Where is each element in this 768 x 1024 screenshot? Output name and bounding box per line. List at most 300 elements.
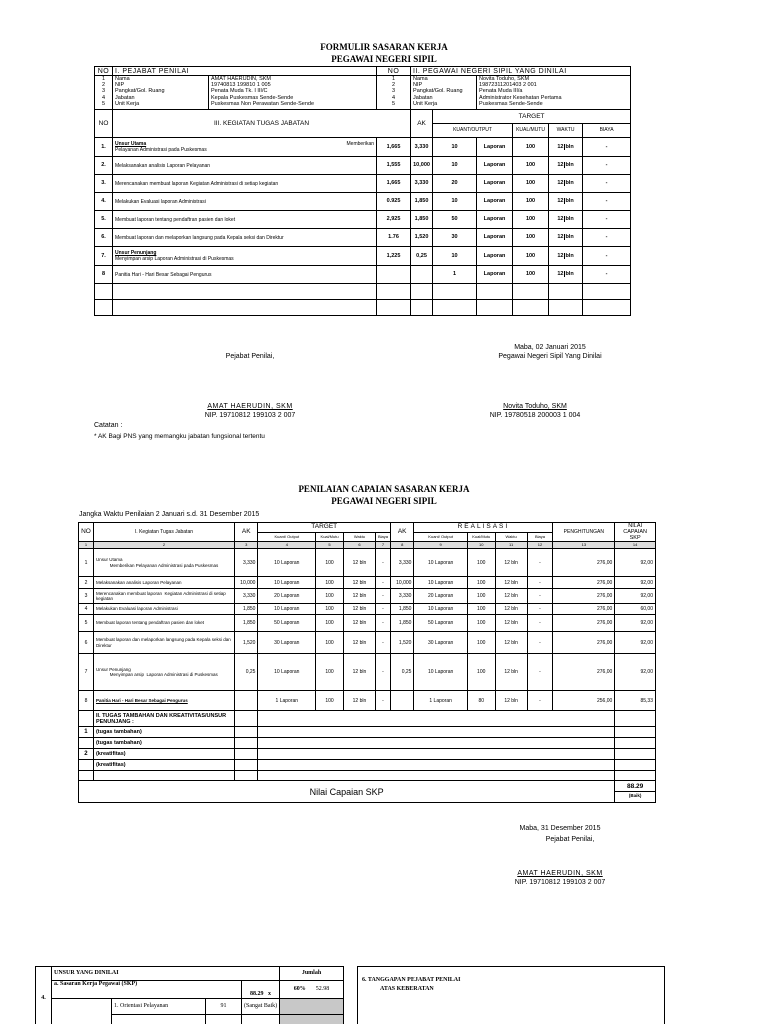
capaian-rb: -: [527, 691, 553, 711]
col-number: 10: [467, 542, 495, 549]
capaian-rk: 10 Laporan: [414, 604, 467, 615]
capaian-rk: 10 Laporan: [414, 654, 467, 691]
tambahan-detail: [258, 760, 615, 771]
orientasi-label: 1. Orientasi Pelayanan: [112, 999, 206, 1015]
tambahan-ak: [234, 760, 258, 771]
kegiatan-ak: 3,330: [411, 175, 433, 193]
kegiatan-ak: [411, 266, 433, 284]
target-biaya: -: [583, 193, 631, 211]
kegiatan-text: [113, 229, 377, 247]
capaian-ak: 0,25: [234, 654, 258, 691]
tambahan-detail: [258, 727, 615, 738]
tambahan-nilai: [615, 760, 656, 771]
tambahan-detail: [258, 738, 615, 749]
kegiatan-ak1: 1,665: [377, 175, 411, 193]
kegiatan-desc: Merencanakan membuat laporan Kegiatan Administrasi di setiap kegiatan: [115, 180, 279, 187]
capaian-no: 8: [79, 691, 94, 711]
h-no2: NO: [377, 67, 411, 76]
form1-note-text: * AK Bagi PNS yang memangku jabatan fungsional tertentu: [94, 433, 265, 440]
target-mutu: 100: [513, 229, 549, 247]
h-kuant-output: KUANT/OUTPUT: [433, 124, 513, 138]
kegiatan-row: [95, 193, 631, 211]
dinilai-no-5: 5: [392, 100, 396, 107]
capaian-no: 6: [79, 632, 94, 654]
tambahan-nilai: [615, 749, 656, 760]
h2-real-kuant: Kuant/ Output: [414, 532, 467, 542]
capaian-rw: 12 bln: [495, 615, 527, 632]
capaian-text: Melaksanakan analisis Laporan Pelayanan: [93, 577, 234, 589]
form2-title: PENILAIAN CAPAIAN SASARAN KERJA: [298, 484, 470, 494]
form2-period: Jangka Waktu Penilaian 2 Januari s.d. 31 Desember 2015: [79, 511, 260, 518]
capaian-tw: 12 bln: [343, 691, 375, 711]
tambahan-no: [79, 738, 94, 749]
form1-sig-right-name: Novita Toduho, SKM: [503, 403, 567, 410]
kegiatan-desc: Membuat laporan tentang pendaftran pasien dan loket: [115, 216, 236, 223]
capaian-text: Unsur Utama Memberikan Pelayanan Administrasi pada Puskesmas: [93, 549, 234, 577]
target-waktu-num: 12: [557, 198, 564, 204]
dinilai-value-3: Penata Muda III/a: [479, 88, 523, 95]
capaian-tw: 12 bln: [343, 632, 375, 654]
capaian-tk: 50 Laporan: [258, 615, 316, 632]
capaian-tm: 100: [316, 632, 344, 654]
capaian-tb: -: [375, 549, 390, 577]
tambahan-detail: [258, 749, 615, 760]
capaian-rk: 10 Laporan: [414, 549, 467, 577]
target-waktu-num: 12: [557, 234, 564, 240]
target-kuant: 50: [433, 211, 477, 229]
target-biaya: -: [583, 247, 631, 266]
capaian-tm: 100: [316, 691, 344, 711]
capaian-hit: 276,00: [553, 654, 615, 691]
target-waktu: [549, 266, 583, 284]
capaian-tw: 12 bln: [343, 615, 375, 632]
target-waktu-num: 12: [557, 271, 564, 277]
capaian-tm: 100: [316, 589, 344, 604]
kegiatan-title: Unsur Penunjang: [115, 250, 157, 256]
kegiatan-row: [95, 266, 631, 284]
kegiatan-text: [113, 138, 377, 157]
capaian-rak: 0,25: [390, 654, 414, 691]
kegiatan-ak: 1,850: [411, 211, 433, 229]
dinilai-value-4: Administrator Kesehatan Pertama: [479, 94, 562, 101]
capaian-ak: 3,330: [234, 589, 258, 604]
h2-target: TARGET: [258, 523, 390, 533]
capaian-rk: 50 Laporan: [414, 615, 467, 632]
capaian-tb: -: [375, 577, 390, 589]
tambahan-ak: [234, 749, 258, 760]
h2-target-waktu: Waktu: [343, 532, 375, 542]
capaian-hit: 276,00: [553, 577, 615, 589]
penilai-no-3: 3: [101, 88, 106, 95]
capaian-tw: 12 bln: [343, 654, 375, 691]
kegiatan-no: 8: [95, 266, 113, 284]
capaian-rak: 3,330: [390, 549, 414, 577]
capaian-tw: 12 bln: [343, 577, 375, 589]
penilai-value-1: AMAT HAERUDIN, SKM: [211, 76, 271, 82]
kegiatan-row: [95, 157, 631, 175]
tambahan-no: 2: [79, 749, 94, 760]
penilai-label-3: Pangkat/Gol. Ruang: [115, 88, 165, 95]
kegiatan-title: Unsur Utama: [115, 141, 147, 147]
capaian-rak: 10,000: [390, 577, 414, 589]
penilai-value-3: Penata Muda Tk. I III/C: [211, 88, 268, 95]
skp-label: a. Sasaran Kerja Pegawai (SKP): [52, 981, 242, 999]
tambahan-no: 1: [79, 727, 94, 738]
nilai-capaian-grade: (Baik): [628, 793, 642, 798]
form1-sig-left-nip: NIP. 19710812 199103 2 007: [204, 412, 296, 419]
capaian-rw: 12 bln: [495, 549, 527, 577]
target-unit: Laporan: [477, 175, 513, 193]
penilai-no-5: 5: [101, 100, 106, 107]
target-waktu: [549, 175, 583, 193]
penilai-no-4: 4: [101, 94, 106, 101]
col-number: 12: [527, 542, 553, 549]
capaian-rak: 3,330: [390, 589, 414, 604]
target-waktu-unit: bln: [565, 216, 574, 222]
h2-nilai-3: SKP: [629, 535, 641, 541]
dinilai-no-1: 1: [392, 76, 396, 82]
kegiatan-row: [95, 175, 631, 193]
kegiatan-desc: Membuat laporan dan melaporkan langsung pada Kepala seksi dan Direktur: [115, 234, 284, 241]
capaian-text: Membuat laporan dan melaporkan langsung pada Kepala seksi dan Direktur: [93, 632, 234, 654]
target-biaya: -: [583, 211, 631, 229]
capaian-rm: 80: [467, 691, 495, 711]
penilai-no-2: 2: [101, 82, 106, 89]
kegiatan-desc: Melaksanakan analisis Laporan Pelayanan: [115, 162, 211, 169]
capaian-row: [79, 615, 656, 632]
penilai-value-2: 19740813 199810 1 005: [211, 82, 271, 89]
capaian-tw: 12 bln: [343, 549, 375, 577]
target-waktu: [549, 157, 583, 175]
capaian-tk: 10 Laporan: [258, 549, 316, 577]
h-target: TARGET: [433, 110, 631, 124]
capaian-rw: 12 bln: [495, 632, 527, 654]
capaian-rm: 100: [467, 549, 495, 577]
target-waktu-unit: bln: [565, 143, 574, 150]
kegiatan-ak1: 0.925: [377, 193, 411, 211]
dinilai-no-2: 2: [392, 82, 396, 89]
target-unit: Laporan: [477, 229, 513, 247]
h-pejabat-penilai: I. PEJABAT PENILAI: [113, 67, 377, 76]
kegiatan-ak: 10,000: [411, 157, 433, 175]
penilai-label-5: Unit Kerja: [115, 100, 140, 107]
capaian-row: [79, 632, 656, 654]
capaian-text: Melakukan Evaluasi laporan Administrasi: [93, 604, 234, 615]
capaian-no: 2: [79, 577, 94, 589]
capaian-rak: 1,850: [390, 615, 414, 632]
capaian-rk: 10 Laporan: [414, 577, 467, 589]
dinilai-value-1: Novita Toduho, SKM: [479, 76, 530, 82]
h-pns-dinilai: II. PEGAWAI NEGERI SIPIL YANG DINILAI: [411, 67, 631, 76]
target-waktu: [549, 193, 583, 211]
tambahan-row: [79, 738, 656, 749]
kegiatan-ak: 0,25: [411, 247, 433, 266]
h2-nilai-2: CAPAIAN: [623, 529, 648, 535]
target-kuant: 30: [433, 229, 477, 247]
capaian-nilai: 92,00: [615, 577, 656, 589]
form2-subtitle: PEGAWAI NEGERI SIPIL: [331, 496, 437, 506]
kegiatan-ak1: 1.76: [377, 229, 411, 247]
capaian-hit: 276,00: [553, 632, 615, 654]
capaian-tk: 10 Laporan: [258, 654, 316, 691]
dinilai-label-1: Nama: [413, 76, 428, 82]
target-mutu: 100: [513, 193, 549, 211]
tambahan-text: (kreatifitas): [93, 760, 234, 771]
capaian-rm: 100: [467, 589, 495, 604]
kegiatan-no: 2.: [95, 157, 113, 175]
tambahan-nilai: [615, 738, 656, 749]
skp-score: 88.29: [250, 991, 264, 997]
col-number: 14: [615, 542, 656, 549]
capaian-nilai: 85,33: [615, 691, 656, 711]
h2-ak2: AK: [390, 523, 414, 542]
capaian-rw: 12 bln: [495, 654, 527, 691]
h2-no: NO: [79, 523, 94, 542]
kegiatan-text: [113, 247, 377, 266]
target-waktu-num: 12: [557, 216, 564, 222]
target-waktu: [549, 247, 583, 266]
kegiatan-ak1: [377, 266, 411, 284]
unsur-jumlah: Jumlah: [280, 967, 344, 981]
col-number: 13: [553, 542, 615, 549]
tanggapan-no: 6.: [362, 977, 367, 983]
penilai-value-5: Puskesmas Non Perawatan Sende-Sende: [211, 100, 315, 107]
col-number: 5: [316, 542, 344, 549]
capaian-no: 7: [79, 654, 94, 691]
target-waktu-num: 12: [557, 162, 564, 168]
penilai-no-1: 1: [101, 76, 106, 82]
target-mutu: 100: [513, 138, 549, 157]
dinilai-label-5: Unit Kerja: [413, 100, 438, 107]
capaian-rak: 1,850: [390, 604, 414, 615]
form1-sig-left-name: AMAT HAERUDIN, SKM: [207, 403, 293, 410]
col-number: 3: [234, 542, 258, 549]
target-mutu: 100: [513, 211, 549, 229]
capaian-ak: [234, 691, 258, 711]
col-number: 6: [343, 542, 375, 549]
kegiatan-desc: Pelayanan Administrasi pada Puskesmas: [115, 147, 207, 153]
tambahan-text: (tugas tambahan): [93, 738, 234, 749]
target-biaya: -: [583, 138, 631, 157]
dinilai-value-5: Puskesmas Sende-Sende: [479, 100, 543, 107]
kegiatan-text: [113, 193, 377, 211]
kegiatan-ak: 1,850: [411, 193, 433, 211]
capaian-rw: 12 bln: [495, 604, 527, 615]
dinilai-value-2: 19872311201403 2 001: [479, 82, 537, 89]
h2-ak: AK: [234, 523, 258, 542]
target-kuant: 1: [433, 266, 477, 284]
capaian-rm: 100: [467, 577, 495, 589]
kegiatan-no: 3.: [95, 175, 113, 193]
unsur-title: UNSUR YANG DINILAI: [52, 967, 280, 981]
capaian-rb: -: [527, 577, 553, 589]
h2-kegiatan: I. Kegiatan Tugas Jabatan: [93, 523, 234, 542]
capaian-tk: 20 Laporan: [258, 589, 316, 604]
target-unit: Laporan: [477, 193, 513, 211]
capaian-tm: 100: [316, 654, 344, 691]
col-number: 7: [375, 542, 390, 549]
capaian-rk: 20 Laporan: [414, 589, 467, 604]
capaian-ak: 3,330: [234, 549, 258, 577]
h-waktu: WAKTU: [549, 124, 583, 138]
col-number: 2: [93, 542, 234, 549]
kegiatan-extra: Memberikan: [346, 141, 375, 147]
orientasi-grade: (Sangat Baik): [242, 999, 280, 1015]
capaian-rb: -: [527, 589, 553, 604]
capaian-tb: -: [375, 589, 390, 604]
tambahan-text: (kreatifitas): [93, 749, 234, 760]
capaian-tk: 30 Laporan: [258, 632, 316, 654]
tambahan-title: II. TUGAS TAMBAHAN DAN KREATIVITAS/UNSUR PENUNJANG :: [93, 711, 234, 727]
capaian-text: Membuat laporan tentang pendaftran pasien dan loket: [93, 615, 234, 632]
capaian-nilai: 92,00: [615, 615, 656, 632]
capaian-rb: -: [527, 615, 553, 632]
capaian-rk: 30 Laporan: [414, 632, 467, 654]
target-kuant: 10: [433, 138, 477, 157]
capaian-rm: 100: [467, 615, 495, 632]
skp-total: [280, 981, 344, 999]
capaian-skp-table: [78, 522, 656, 803]
skp-value: [242, 981, 280, 999]
form2-sig-nip: NIP. 19710812 199103 2 007: [514, 879, 606, 886]
capaian-rm: 100: [467, 604, 495, 615]
form2-sig-role: Pejabat Penilai,: [545, 836, 595, 843]
tanggapan-sub: ATAS KEBERATAN: [380, 986, 434, 992]
h-no: NO: [95, 67, 113, 76]
tambahan-text: (tugas tambahan): [93, 727, 234, 738]
h2-target-kual: Kual/Mutu: [316, 532, 344, 542]
target-biaya: -: [583, 266, 631, 284]
col-number: 1: [79, 542, 94, 549]
capaian-rb: -: [527, 604, 553, 615]
capaian-tm: 100: [316, 604, 344, 615]
penilai-label-1: Nama: [115, 76, 130, 82]
target-mutu: 100: [513, 266, 549, 284]
penilai-label-4: Jabatan: [115, 94, 135, 101]
capaian-row: [79, 577, 656, 589]
h2-realisasi: REALISASI: [414, 523, 553, 533]
capaian-nilai: 92,00: [615, 589, 656, 604]
capaian-tb: -: [375, 654, 390, 691]
capaian-rk: 1 Laporan: [414, 691, 467, 711]
capaian-tb: -: [375, 615, 390, 632]
kegiatan-no: 6.: [95, 229, 113, 247]
capaian-ak: 1,850: [234, 615, 258, 632]
capaian-row: [79, 654, 656, 691]
h-kual-mutu: KUAL/MUTU: [513, 124, 549, 138]
form1-title: FORMULIR SASARAN KERJA: [320, 42, 448, 52]
dinilai-label-2: NIP: [413, 82, 423, 89]
capaian-nilai: 60,00: [615, 604, 656, 615]
nilai-capaian-value: 88.29: [615, 783, 655, 792]
kegiatan-desc: Melakukan Evaluasi laporan Administrasi: [115, 198, 206, 205]
target-kuant: 10: [433, 157, 477, 175]
target-unit: Laporan: [477, 211, 513, 229]
target-mutu: 100: [513, 247, 549, 266]
capaian-rm: 100: [467, 632, 495, 654]
h2-real-waktu: Waktu: [495, 532, 527, 542]
capaian-ak: 1,520: [234, 632, 258, 654]
tambahan-nilai: [615, 727, 656, 738]
penilai-value-4: Kepala Puskesmas Sende-Sende: [211, 94, 294, 101]
target-biaya: -: [583, 229, 631, 247]
kegiatan-desc: Menyimpan arsip Laporan Administrasi di Puskesmas: [115, 256, 234, 262]
kegiatan-row: [95, 247, 631, 266]
capaian-tm: 100: [316, 549, 344, 577]
capaian-row: [79, 691, 656, 711]
capaian-tk: 1 Laporan: [258, 691, 316, 711]
kegiatan-row: [95, 138, 631, 157]
tambahan-ak: [234, 738, 258, 749]
capaian-tk: 10 Laporan: [258, 604, 316, 615]
form2-place-date: Maba, 31 Desember 2015: [519, 825, 601, 832]
target-kuant: 10: [433, 247, 477, 266]
capaian-text: Merencanakan membuat laporan Kegiatan Administrasi di setiap kegiatan: [93, 589, 234, 604]
skp-pct: 60%: [293, 986, 306, 992]
target-unit: Laporan: [477, 157, 513, 175]
tambahan-row: [79, 749, 656, 760]
capaian-row: [79, 604, 656, 615]
h-no-kegiatan: NO: [95, 110, 113, 138]
capaian-rw: 12 bln: [495, 691, 527, 711]
kegiatan-ak: 3,330: [411, 138, 433, 157]
target-waktu: [549, 229, 583, 247]
orientasi-value: 91: [206, 999, 242, 1015]
kegiatan-no: 1.: [95, 138, 113, 157]
h2-real-biaya: Biaya: [527, 532, 553, 542]
form1-sig-left-role: Pejabat Penilai,: [225, 353, 275, 360]
target-waktu-unit: bln: [565, 252, 574, 259]
dinilai-no-3: 3: [392, 88, 396, 95]
target-unit: Laporan: [477, 138, 513, 157]
form2-sig-name: AMAT HAERUDIN, SKM: [517, 870, 603, 877]
capaian-no: 1: [79, 549, 94, 577]
target-kuant: 20: [433, 175, 477, 193]
tanggapan-title: TANGGAPAN PEJABAT PENILAI: [367, 977, 461, 983]
dinilai-no-4: 4: [392, 94, 396, 101]
kegiatan-row: [95, 211, 631, 229]
capaian-rak: [390, 691, 414, 711]
capaian-hit: 256,00: [553, 691, 615, 711]
h-ak: AK: [411, 110, 433, 138]
capaian-nilai: 92,00: [615, 632, 656, 654]
target-mutu: 100: [513, 157, 549, 175]
capaian-ak: 10,000: [234, 577, 258, 589]
dinilai-label-3: Pangkat/Gol. Ruang: [413, 88, 463, 95]
target-waktu: [549, 138, 583, 157]
target-biaya: -: [583, 175, 631, 193]
capaian-hit: 276,00: [553, 549, 615, 577]
h2-real-kual: Kual/Mutu: [467, 532, 495, 542]
capaian-rb: -: [527, 632, 553, 654]
capaian-tm: 100: [316, 615, 344, 632]
capaian-ak: 1,850: [234, 604, 258, 615]
tambahan-no: [79, 760, 94, 771]
form1-subtitle: PEGAWAI NEGERI SIPIL: [331, 54, 437, 64]
tambahan-row: [79, 727, 656, 738]
kegiatan-desc: Panitia Hari - Hari Besar Sebagai Pengurus: [115, 271, 212, 278]
target-waktu-num: 12: [557, 180, 564, 186]
capaian-no: 4: [79, 604, 94, 615]
capaian-rb: -: [527, 549, 553, 577]
col-number: 9: [414, 542, 467, 549]
kegiatan-ak1: 1,225: [377, 247, 411, 266]
capaian-rm: 100: [467, 654, 495, 691]
capaian-tk: 10 Laporan: [258, 577, 316, 589]
unsur-no: 4.: [36, 967, 52, 1024]
capaian-hit: 276,00: [553, 589, 615, 604]
target-mutu: 100: [513, 175, 549, 193]
